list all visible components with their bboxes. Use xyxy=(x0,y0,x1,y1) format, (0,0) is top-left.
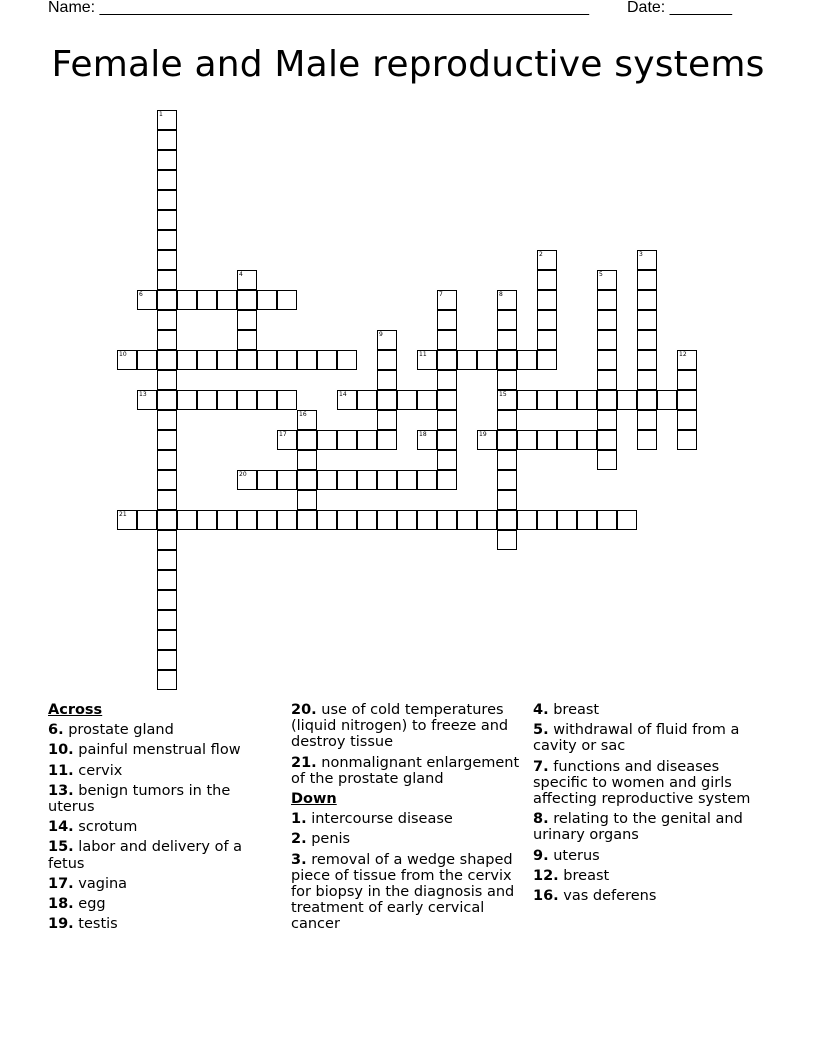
grid-cell[interactable] xyxy=(377,430,397,450)
grid-cell[interactable] xyxy=(597,310,617,330)
grid-cell[interactable] xyxy=(537,330,557,350)
across-clue-list-continued xyxy=(291,702,521,787)
grid-cell[interactable] xyxy=(497,450,517,470)
grid-cell[interactable] xyxy=(177,390,197,410)
clue-num: 13. xyxy=(48,782,74,799)
grid-cell[interactable] xyxy=(577,390,597,410)
grid-cell[interactable] xyxy=(277,470,297,490)
grid-cell[interactable] xyxy=(637,370,657,390)
clue-text: use of cold temperatures (liquid nitrogen) to freeze and destroy tissue xyxy=(291,702,509,751)
grid-cell[interactable] xyxy=(537,390,557,410)
clue-item xyxy=(291,755,521,787)
grid-cell[interactable] xyxy=(137,350,157,370)
grid-cell[interactable] xyxy=(157,590,177,610)
grid-cell[interactable] xyxy=(577,510,597,530)
grid-cell[interactable] xyxy=(477,430,497,450)
grid-cell[interactable] xyxy=(377,410,397,430)
clue-num: 12. xyxy=(533,867,559,884)
grid-cell[interactable] xyxy=(497,370,517,390)
grid-cell[interactable] xyxy=(157,570,177,590)
grid-cell[interactable] xyxy=(317,350,337,370)
grid-cell[interactable] xyxy=(437,510,457,530)
clue-text: intercourse disease xyxy=(306,811,453,828)
grid-cell[interactable] xyxy=(137,510,157,530)
grid-cell[interactable] xyxy=(497,410,517,430)
grid-cell[interactable] xyxy=(517,510,537,530)
grid-cell[interactable] xyxy=(297,350,317,370)
clue-number: 21 xyxy=(119,511,127,518)
clue-num: 15. xyxy=(48,839,74,856)
grid-cell[interactable] xyxy=(237,390,257,410)
grid-cell[interactable] xyxy=(417,430,437,450)
grid-cell[interactable] xyxy=(217,510,237,530)
grid-cell[interactable] xyxy=(597,330,617,350)
clue-item xyxy=(291,702,521,751)
grid-cell[interactable] xyxy=(197,390,217,410)
grid-cell[interactable] xyxy=(237,470,257,490)
across-clue-list xyxy=(48,722,268,932)
clue-number: 8 xyxy=(499,291,503,298)
grid-cell[interactable] xyxy=(257,510,277,530)
clue-number: 2 xyxy=(539,251,543,258)
clue-item xyxy=(533,702,768,718)
grid-cell[interactable] xyxy=(537,250,557,270)
clue-number: 4 xyxy=(239,271,243,278)
grid-cell[interactable] xyxy=(157,150,177,170)
grid-cell[interactable] xyxy=(337,470,357,490)
grid-cell[interactable] xyxy=(337,430,357,450)
grid-cell[interactable] xyxy=(277,390,297,410)
clue-item xyxy=(48,722,268,738)
grid-cell[interactable] xyxy=(497,430,517,450)
date-field[interactable]: Date: _______ xyxy=(627,0,732,16)
grid-cell[interactable] xyxy=(357,470,377,490)
grid-cell[interactable] xyxy=(157,430,177,450)
clue-num: 14. xyxy=(48,819,74,836)
clue-item xyxy=(48,896,268,912)
clue-num: 18. xyxy=(48,896,74,913)
clue-num: 5. xyxy=(533,722,549,739)
grid-cell[interactable] xyxy=(317,430,337,450)
grid-cell[interactable] xyxy=(137,390,157,410)
grid-cell[interactable] xyxy=(637,390,657,410)
down-heading: Down xyxy=(291,791,337,808)
clue-text: breast xyxy=(558,867,610,884)
grid-cell[interactable] xyxy=(197,350,217,370)
grid-cell[interactable] xyxy=(517,430,537,450)
clue-item xyxy=(48,742,268,758)
clue-number: 19 xyxy=(479,431,487,438)
grid-cell[interactable] xyxy=(597,430,617,450)
clue-text: testis xyxy=(73,916,118,933)
grid-cell[interactable] xyxy=(517,350,537,370)
grid-cell[interactable] xyxy=(377,350,397,370)
grid-cell[interactable] xyxy=(257,290,277,310)
clue-text: breast xyxy=(548,702,600,718)
across-heading: Across xyxy=(48,702,103,718)
grid-cell[interactable] xyxy=(597,410,617,430)
grid-cell[interactable] xyxy=(617,390,637,410)
grid-cell[interactable] xyxy=(437,350,457,370)
clue-num: 9. xyxy=(533,847,549,864)
grid-cell[interactable] xyxy=(157,250,177,270)
clue-text: nonmalignant enlargement of the prostate gland xyxy=(291,754,520,787)
grid-cell[interactable] xyxy=(177,350,197,370)
grid-cell[interactable] xyxy=(637,410,657,430)
grid-cell[interactable] xyxy=(517,390,537,410)
grid-cell[interactable] xyxy=(157,290,177,310)
grid-cell[interactable] xyxy=(437,370,457,390)
grid-cell[interactable] xyxy=(557,390,577,410)
grid-cell[interactable] xyxy=(657,390,677,410)
grid-cell[interactable] xyxy=(377,470,397,490)
grid-cell[interactable] xyxy=(197,290,217,310)
grid-cell[interactable] xyxy=(157,390,177,410)
grid-cell[interactable] xyxy=(157,270,177,290)
clue-num: 1. xyxy=(291,811,307,828)
clue-item xyxy=(533,811,768,843)
clue-item xyxy=(48,783,268,815)
grid-cell[interactable] xyxy=(497,310,517,330)
clue-text: prostate gland xyxy=(63,722,174,739)
grid-cell[interactable] xyxy=(417,350,437,370)
clue-item xyxy=(48,763,268,779)
clue-number: 15 xyxy=(499,391,507,398)
grid-cell[interactable] xyxy=(297,490,317,510)
grid-cell[interactable] xyxy=(677,390,697,410)
grid-cell[interactable] xyxy=(637,330,657,350)
grid-cell[interactable] xyxy=(337,510,357,530)
grid-cell[interactable] xyxy=(277,290,297,310)
grid-cell[interactable] xyxy=(297,470,317,490)
clue-text: uterus xyxy=(548,847,600,864)
grid-cell[interactable] xyxy=(637,290,657,310)
grid-cell[interactable] xyxy=(537,270,557,290)
grid-cell[interactable] xyxy=(237,290,257,310)
grid-cell[interactable] xyxy=(637,430,657,450)
grid-cell[interactable] xyxy=(197,510,217,530)
grid-cell[interactable] xyxy=(557,430,577,450)
grid-cell[interactable] xyxy=(597,290,617,310)
grid-cell[interactable] xyxy=(457,510,477,530)
grid-cell[interactable] xyxy=(457,350,477,370)
clue-item xyxy=(48,819,268,835)
clue-num: 7. xyxy=(533,758,549,775)
grid-cell[interactable] xyxy=(597,350,617,370)
grid-cell[interactable] xyxy=(677,350,697,370)
grid-cell[interactable] xyxy=(217,350,237,370)
grid-cell[interactable] xyxy=(497,530,517,550)
grid-cell[interactable] xyxy=(497,470,517,490)
grid-cell[interactable] xyxy=(297,510,317,530)
clue-num: 10. xyxy=(48,742,74,759)
clue-item xyxy=(291,811,521,827)
grid-cell[interactable] xyxy=(317,510,337,530)
worksheet-header xyxy=(0,0,816,20)
grid-cell[interactable] xyxy=(237,510,257,530)
grid-cell[interactable] xyxy=(497,510,517,530)
grid-cell[interactable] xyxy=(157,110,177,130)
grid-cell[interactable] xyxy=(617,510,637,530)
grid-cell[interactable] xyxy=(677,370,697,390)
grid-cell[interactable] xyxy=(377,330,397,350)
grid-cell[interactable] xyxy=(357,510,377,530)
clue-number: 7 xyxy=(439,291,443,298)
grid-cell[interactable] xyxy=(437,330,457,350)
grid-cell[interactable] xyxy=(537,350,557,370)
clue-text: painful menstrual flow xyxy=(73,742,241,759)
clue-number: 12 xyxy=(679,351,687,358)
clue-num: 3. xyxy=(291,851,307,868)
grid-cell[interactable] xyxy=(417,390,437,410)
clue-number: 9 xyxy=(379,331,383,338)
clue-text: labor and delivery of a fetus xyxy=(48,839,243,872)
grid-cell[interactable] xyxy=(497,330,517,350)
clue-text: functions and diseases specific to women and girls affecting reproductive system xyxy=(533,758,751,808)
grid-cell[interactable] xyxy=(417,470,437,490)
clue-number: 10 xyxy=(119,351,127,358)
grid-cell[interactable] xyxy=(417,510,437,530)
grid-cell[interactable] xyxy=(637,310,657,330)
clue-item xyxy=(48,839,268,871)
clue-text: cervix xyxy=(73,762,123,779)
grid-cell[interactable] xyxy=(137,290,157,310)
clue-item xyxy=(533,868,768,884)
clue-num: 6. xyxy=(48,722,64,739)
grid-cell[interactable] xyxy=(637,270,657,290)
grid-cell[interactable] xyxy=(157,130,177,150)
clue-number: 1 xyxy=(159,111,163,118)
grid-cell[interactable] xyxy=(237,330,257,350)
clue-number: 20 xyxy=(239,471,247,478)
grid-cell[interactable] xyxy=(237,310,257,330)
grid-cell[interactable] xyxy=(437,470,457,490)
grid-cell[interactable] xyxy=(497,350,517,370)
clue-number: 11 xyxy=(419,351,427,358)
grid-cell[interactable] xyxy=(437,410,457,430)
grid-cell[interactable] xyxy=(437,450,457,470)
clue-number: 14 xyxy=(339,391,347,398)
grid-cell[interactable] xyxy=(217,290,237,310)
grid-cell[interactable] xyxy=(537,430,557,450)
grid-cell[interactable] xyxy=(597,270,617,290)
clue-num: 2. xyxy=(291,831,307,848)
grid-cell[interactable] xyxy=(577,430,597,450)
grid-cell[interactable] xyxy=(297,410,317,430)
grid-cell[interactable] xyxy=(157,450,177,470)
grid-cell[interactable] xyxy=(277,350,297,370)
grid-cell[interactable] xyxy=(337,390,357,410)
grid-cell[interactable] xyxy=(157,230,177,250)
clue-text: vas deferens xyxy=(558,888,657,905)
grid-cell[interactable] xyxy=(257,390,277,410)
grid-cell[interactable] xyxy=(437,430,457,450)
grid-cell[interactable] xyxy=(177,290,197,310)
clue-text: vagina xyxy=(73,875,128,892)
grid-cell[interactable] xyxy=(397,390,417,410)
clue-item xyxy=(48,876,268,892)
clue-text: egg xyxy=(73,896,106,913)
grid-cell[interactable] xyxy=(377,510,397,530)
grid-cell[interactable] xyxy=(337,350,357,370)
clue-num: 16. xyxy=(533,888,559,905)
page-title: Female and Male reproductive systems xyxy=(51,44,765,85)
clue-number: 6 xyxy=(139,291,143,298)
clue-item xyxy=(291,831,521,847)
clue-number: 3 xyxy=(639,251,643,258)
clue-item xyxy=(533,848,768,864)
grid-cell[interactable] xyxy=(157,670,177,690)
grid-cell[interactable] xyxy=(117,510,137,530)
grid-cell[interactable] xyxy=(637,250,657,270)
clue-text: penis xyxy=(306,831,351,848)
grid-cell[interactable] xyxy=(157,490,177,510)
grid-cell[interactable] xyxy=(397,510,417,530)
clue-number: 5 xyxy=(599,271,603,278)
grid-cell[interactable] xyxy=(677,410,697,430)
grid-cell[interactable] xyxy=(597,370,617,390)
clue-item xyxy=(291,852,521,933)
grid-cell[interactable] xyxy=(157,350,177,370)
grid-cell[interactable] xyxy=(157,190,177,210)
grid-cell[interactable] xyxy=(377,390,397,410)
grid-cell[interactable] xyxy=(377,370,397,390)
clue-item xyxy=(48,916,268,932)
grid-cell[interactable] xyxy=(597,450,617,470)
grid-cell[interactable] xyxy=(157,410,177,430)
grid-cell[interactable] xyxy=(677,430,697,450)
grid-cell[interactable] xyxy=(277,510,297,530)
grid-cell[interactable] xyxy=(157,630,177,650)
grid-cell[interactable] xyxy=(157,650,177,670)
grid-cell[interactable] xyxy=(637,350,657,370)
grid-cell[interactable] xyxy=(537,290,557,310)
grid-cell[interactable] xyxy=(157,370,177,390)
grid-cell[interactable] xyxy=(157,310,177,330)
clue-num: 20. xyxy=(291,702,317,718)
grid-cell[interactable] xyxy=(537,510,557,530)
clue-num: 21. xyxy=(291,754,317,771)
down-clue-list xyxy=(291,811,521,932)
grid-cell[interactable] xyxy=(477,350,497,370)
grid-cell[interactable] xyxy=(557,510,577,530)
grid-cell[interactable] xyxy=(437,310,457,330)
grid-cell[interactable] xyxy=(277,430,297,450)
grid-cell[interactable] xyxy=(497,390,517,410)
name-field[interactable]: Name: _______________________________________________________ xyxy=(48,0,589,16)
grid-cell[interactable] xyxy=(497,290,517,310)
grid-cell[interactable] xyxy=(597,390,617,410)
clue-number: 13 xyxy=(139,391,147,398)
clue-num: 17. xyxy=(48,875,74,892)
clue-number: 17 xyxy=(279,431,287,438)
grid-cell[interactable] xyxy=(157,530,177,550)
grid-cell[interactable] xyxy=(537,310,557,330)
grid-cell[interactable] xyxy=(157,510,177,530)
clue-number: 18 xyxy=(419,431,427,438)
grid-cell[interactable] xyxy=(357,430,377,450)
grid-cell[interactable] xyxy=(297,450,317,470)
clue-item xyxy=(533,759,768,808)
grid-cell[interactable] xyxy=(497,490,517,510)
clue-number: 16 xyxy=(299,411,307,418)
grid-cell[interactable] xyxy=(357,390,377,410)
grid-cell[interactable] xyxy=(217,390,237,410)
clues-column-2 xyxy=(291,702,521,937)
clue-text: withdrawal of fluid from a cavity or sac xyxy=(533,722,740,755)
clue-num: 11. xyxy=(48,762,74,779)
clue-text: relating to the genital and urinary organs xyxy=(533,811,743,844)
clue-num: 4. xyxy=(533,702,549,718)
grid-cell[interactable] xyxy=(597,510,617,530)
grid-cell[interactable] xyxy=(157,550,177,570)
clues-column-1 xyxy=(48,702,268,936)
down-clue-list-continued xyxy=(533,702,768,904)
clue-item xyxy=(533,888,768,904)
grid-cell[interactable] xyxy=(437,390,457,410)
grid-cell[interactable] xyxy=(437,290,457,310)
grid-cell[interactable] xyxy=(297,430,317,450)
clues-column-3 xyxy=(533,702,768,908)
grid-cell[interactable] xyxy=(157,330,177,350)
grid-cell[interactable] xyxy=(317,470,337,490)
clue-item xyxy=(533,722,768,754)
clue-num: 19. xyxy=(48,916,74,933)
grid-cell[interactable] xyxy=(257,350,277,370)
clue-text: benign tumors in the uterus xyxy=(48,782,231,816)
grid-cell[interactable] xyxy=(117,350,137,370)
grid-cell[interactable] xyxy=(157,610,177,630)
grid-cell[interactable] xyxy=(237,270,257,290)
clue-text: removal of a wedge shaped piece of tissue from the cervix for biopsy in the diagnosis and treatment of early cervical cancer xyxy=(291,851,515,933)
grid-cell[interactable] xyxy=(397,470,417,490)
grid-cell[interactable] xyxy=(157,170,177,190)
clue-text: scrotum xyxy=(73,819,138,836)
grid-cell[interactable] xyxy=(237,350,257,370)
clue-num: 8. xyxy=(533,811,549,828)
grid-cell[interactable] xyxy=(157,210,177,230)
grid-cell[interactable] xyxy=(157,470,177,490)
grid-cell[interactable] xyxy=(477,510,497,530)
grid-cell[interactable] xyxy=(177,510,197,530)
grid-cell[interactable] xyxy=(257,470,277,490)
